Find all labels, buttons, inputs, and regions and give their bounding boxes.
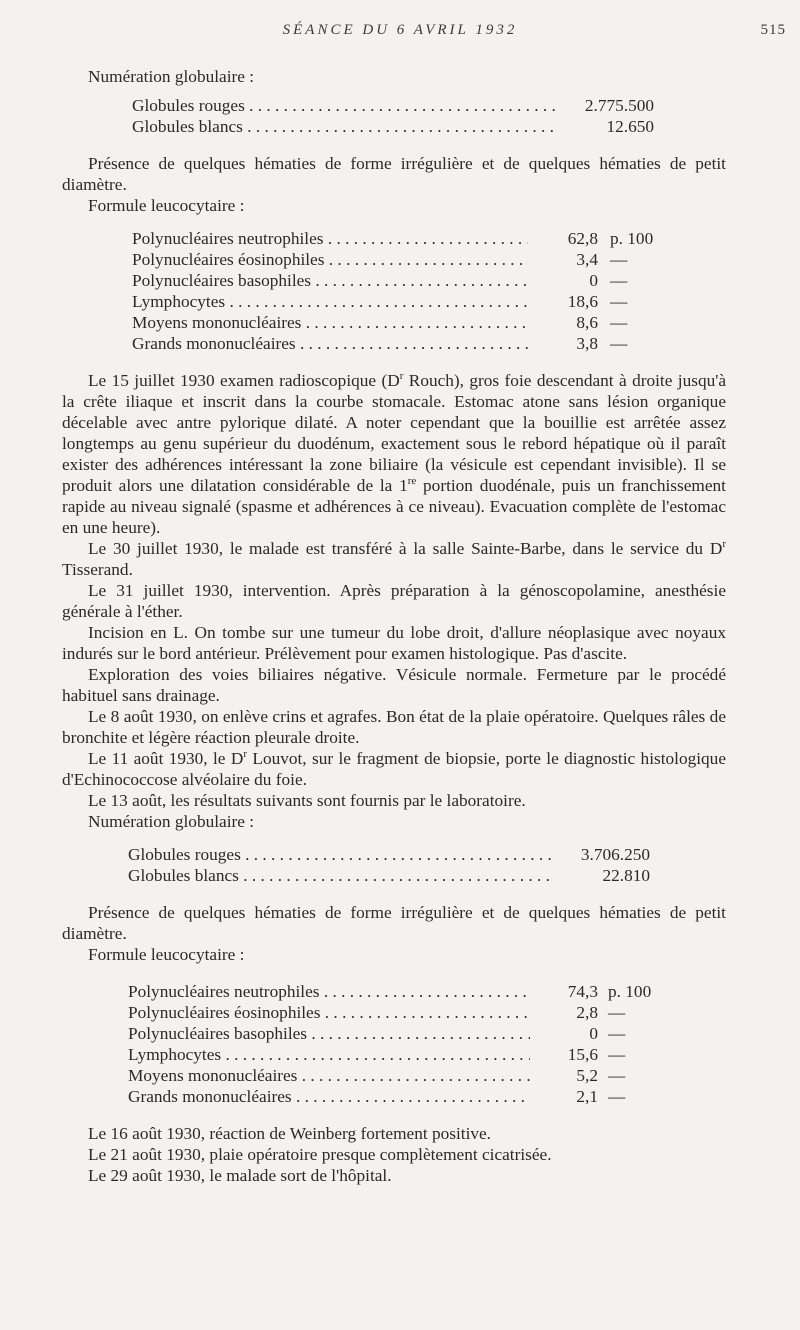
formule-label-2: Formule leucocytaire : xyxy=(88,945,245,964)
august-11-paragraph: Le 11 août 1930, le $D^r$ Louvot, sur le fragment de biopsie, porte le diagnostic histologique d'Echinococcose alvéolaire du foie. xyxy=(62,748,726,789)
leukocyte-table-1 xyxy=(62,228,726,354)
row-unit: — xyxy=(608,1087,626,1106)
table-row xyxy=(62,249,726,270)
row-label: Globules blancs . . . xyxy=(132,116,602,137)
row-label: Polynucléaires éosinophiles . . . xyxy=(128,1002,530,1023)
row-label: Polynucléaires neutrophiles . . . xyxy=(128,981,530,1002)
blood-count-table-2 xyxy=(62,844,726,886)
row-value: 2,1 xyxy=(576,1087,598,1106)
row-value: 15,6 xyxy=(567,1045,598,1064)
row-label: Polynucléaires neutrophiles . . . xyxy=(132,228,528,249)
row-unit: — xyxy=(608,1045,626,1064)
blood-count-table-1 xyxy=(62,95,726,137)
table-row xyxy=(62,844,726,865)
intervention-paragraph: Le 31 juillet 1930, intervention. Après préparation à la génoscopolamine, anesthésie générale à l'éther. xyxy=(62,581,726,621)
row-label: Lymphocytes . . . xyxy=(132,291,528,312)
row-unit: p. 100 xyxy=(610,229,654,248)
page-number: 515 xyxy=(760,22,786,38)
row-value: 62,8 xyxy=(567,229,598,248)
row-unit: — xyxy=(608,1024,626,1043)
row-value: 22.810 xyxy=(602,866,650,885)
row-label: Moyens mononucléaires . . . xyxy=(128,1065,530,1086)
august-21-paragraph: Le 21 août 1930, plaie opératoire presque complètement cicatrisée. xyxy=(88,1145,552,1164)
row-value: 5,2 xyxy=(576,1066,598,1085)
numeration-label: Numération globulaire : xyxy=(88,67,255,86)
row-unit: — xyxy=(610,271,628,290)
leukocyte-table-2 xyxy=(62,981,726,1107)
row-value: 12.650 xyxy=(606,117,654,136)
table-row xyxy=(62,95,726,116)
row-label: Moyens mononucléaires . . . xyxy=(132,312,528,333)
header-title: SÉANCE DU 6 AVRIL 1932 xyxy=(282,22,518,38)
august-29-paragraph: Le 29 août 1930, le malade sort de l'hôpital. xyxy=(88,1166,392,1185)
row-value: 0 xyxy=(589,1024,598,1043)
row-value: 2,8 xyxy=(576,1003,598,1022)
table-row xyxy=(62,865,726,886)
exploration-paragraph: Exploration des voies biliaires négative. Vésicule normale. Fermeture par le procédé habituel sans drainage. xyxy=(62,665,726,705)
row-value: 8,6 xyxy=(576,313,598,332)
august-8-paragraph: Le 8 août 1930, on enlève crins et agrafes. Bon état de la plaie opératoire. Quelques râles de bronchite et légère réaction pleurale droite. xyxy=(62,707,726,747)
row-label: Polynucléaires basophiles . . . xyxy=(128,1023,530,1044)
table-row xyxy=(62,312,726,333)
row-unit: — xyxy=(608,1066,626,1085)
table-row xyxy=(62,1044,726,1065)
row-unit: — xyxy=(610,250,628,269)
table-row xyxy=(62,1023,726,1044)
august-16-paragraph: Le 16 août 1930, réaction de Weinberg fortement positive. xyxy=(88,1124,492,1143)
running-header xyxy=(0,22,800,42)
row-unit: — xyxy=(610,313,628,332)
row-value: 2.775.500 xyxy=(584,96,654,115)
table-row xyxy=(62,1002,726,1023)
table-row xyxy=(62,981,726,1002)
radioscopy-paragraph: Le 15 juillet 1930 examen radioscopique ($D^r$ Rouch), gros foie descendant à droite jusqu'à la crête iliaque et inscrit dans la courbe stomacale. Estomac atone sans lésion organique décelable avec antre pylorique dilaté. A noter cependant que la bouillie est arrêtée assez longtemps au genu supérieur du duodénum, exactement sous le rebord hépatique où il paraît exister des adhérences intéressant la zone biliaire (la vésicule est cependant invisible). Il se produit alors une dilatation considérable de la 1re portion duodénale, puis un franchissement rapide au niveau signalé (spasme et adhérences à ce niveau). Evacuation complète de l'estomac en une heure). xyxy=(62,370,727,537)
row-label: Globules rouges . . . xyxy=(132,95,602,116)
numeration-label-2: Numération globulaire : xyxy=(88,812,255,831)
table-row xyxy=(62,270,726,291)
row-label: Globules blancs . . . xyxy=(128,865,558,886)
row-label: Polynucléaires éosinophiles . . . xyxy=(132,249,528,270)
row-unit: p. 100 xyxy=(608,982,652,1001)
transfer-paragraph: Le 30 juillet 1930, le malade est transféré à la salle Sainte-Barbe, dans le service du $D^r$ Tisserand. xyxy=(62,538,726,579)
row-label: Grands mononucléaires . . . xyxy=(132,333,528,354)
row-value: 0 xyxy=(589,271,598,290)
presence-paragraph-1: Présence de quelques hématies de forme irrégulière et de quelques hématies de petit diamètre. xyxy=(62,154,726,194)
page-body xyxy=(62,66,726,1186)
formule-label: Formule leucocytaire : xyxy=(88,196,245,215)
row-value: 3,8 xyxy=(576,334,598,353)
row-value: 18,6 xyxy=(567,292,598,311)
row-value: 74,3 xyxy=(567,982,598,1001)
table-row xyxy=(62,1086,726,1107)
row-unit: — xyxy=(610,334,628,353)
row-label: Globules rouges . . . xyxy=(128,844,558,865)
presence-paragraph-2: Présence de quelques hématies de forme irrégulière et de quelques hématies de petit diamètre. xyxy=(62,903,726,943)
table-row xyxy=(62,228,726,249)
incision-paragraph: Incision en L. On tombe sur une tumeur du lobe droit, d'allure néoplasique avec noyaux indurés sur le bord antérieur. Prélèvement pour examen histologique. Pas d'ascite. xyxy=(62,623,726,663)
table-row xyxy=(62,333,726,354)
table-row xyxy=(62,1065,726,1086)
august-13-paragraph: Le 13 août, les résultats suivants sont fournis par le laboratoire. xyxy=(88,791,526,810)
row-label: Polynucléaires basophiles . . . xyxy=(132,270,528,291)
row-unit: — xyxy=(608,1003,626,1022)
row-value: 3.706.250 xyxy=(580,845,650,864)
table-row xyxy=(62,116,726,137)
table-row xyxy=(62,291,726,312)
row-label: Lymphocytes . . . xyxy=(128,1044,530,1065)
row-unit: — xyxy=(610,292,628,311)
row-label: Grands mononucléaires . . . xyxy=(128,1086,530,1107)
row-value: 3,4 xyxy=(576,250,598,269)
